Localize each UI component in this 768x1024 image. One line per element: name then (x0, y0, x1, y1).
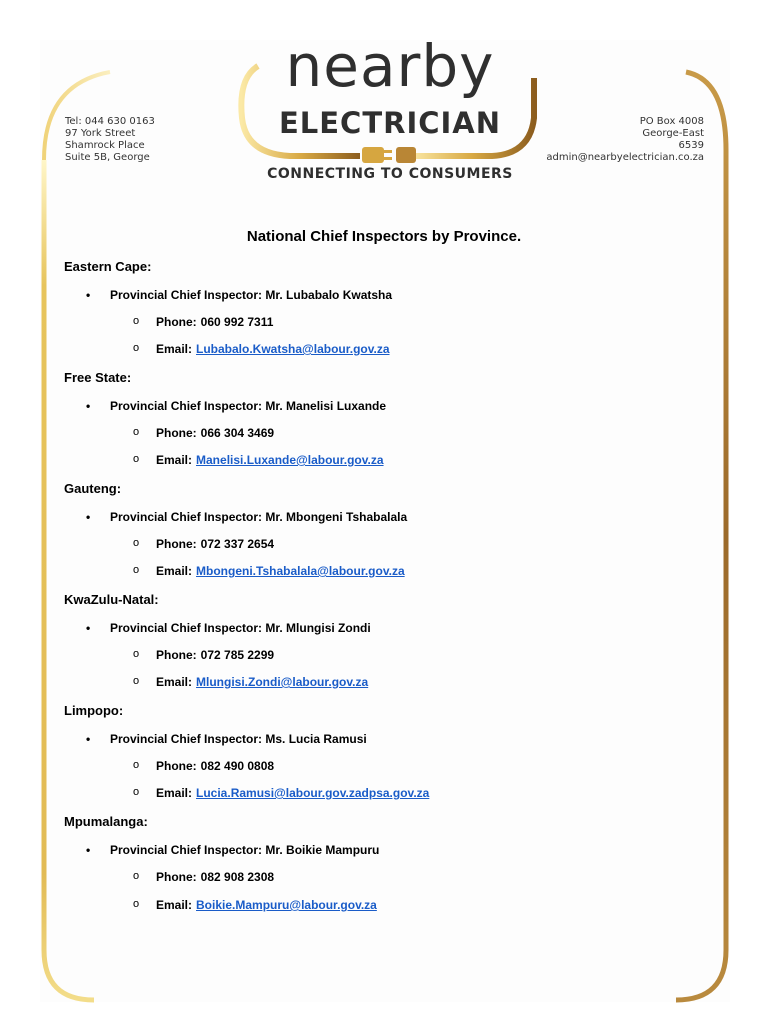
inspector-label: Provincial Chief Inspector: Mr. Lubabalo Kwatsha (110, 288, 393, 302)
email-item (133, 898, 377, 912)
province-heading: Free State: (64, 370, 132, 385)
inspector-label: Provincial Chief Inspector: Mr. Boikie Mampuru (110, 843, 380, 857)
email-item (133, 786, 429, 800)
email-label: Email: (156, 675, 193, 689)
contact-postal-block (546, 116, 704, 164)
email-link[interactable]: Mlungisi.Zondi@labour.gov.za (196, 675, 369, 689)
bullet-icon: • (86, 732, 91, 746)
inspector-label: Provincial Chief Inspector: Mr. Manelisi Luxande (110, 399, 387, 413)
contact-phone: Tel: 044 630 0163 (65, 116, 155, 127)
circle-bullet-icon: o (133, 426, 140, 438)
province-heading: Gauteng: (64, 481, 122, 496)
circle-bullet-icon: o (133, 898, 140, 910)
circle-bullet-icon: o (133, 453, 140, 465)
phone-value: 082 908 2308 (200, 870, 275, 884)
contact-suite: Suite 5B, George (65, 152, 150, 163)
company-logo (230, 32, 550, 188)
email-item (133, 342, 390, 356)
document-title: National Chief Inspectors by Province. (246, 228, 522, 245)
phone-label: Phone: (156, 315, 197, 329)
phone-value: 072 785 2299 (200, 648, 275, 662)
province-heading: Limpopo: (64, 703, 124, 718)
email-item (133, 564, 405, 578)
email-link[interactable]: Lucia.Ramusi@labour.gov.zadpsa.gov.za (196, 786, 430, 800)
inspector-item (86, 399, 386, 413)
circle-bullet-icon: o (133, 786, 140, 798)
inspector-item (86, 510, 407, 524)
circle-bullet-icon: o (133, 315, 140, 327)
contact-building: Shamrock Place (65, 140, 145, 151)
phone-label: Phone: (156, 648, 197, 662)
bullet-icon: • (86, 399, 91, 413)
bullet-icon: • (86, 510, 91, 524)
inspector-label: Provincial Chief Inspector: Mr. Mbongeni Tshabalala (110, 510, 408, 524)
inspector-item (86, 288, 392, 302)
email-label: Email: (156, 564, 193, 578)
email-item (133, 675, 368, 689)
phone-label: Phone: (156, 537, 197, 551)
logo-word-electrician: ELECTRICIAN (278, 106, 502, 140)
phone-item (133, 759, 274, 773)
circle-bullet-icon: o (133, 342, 140, 354)
contact-town: George-East (642, 128, 704, 139)
contact-postcode: 6539 (678, 140, 704, 151)
circle-bullet-icon: o (133, 870, 140, 882)
circle-bullet-icon: o (133, 648, 140, 660)
inspector-item (86, 843, 379, 857)
email-link[interactable]: Manelisi.Luxande@labour.gov.za (196, 453, 384, 467)
phone-label: Phone: (156, 759, 197, 773)
phone-item (133, 315, 273, 329)
contact-po-box: PO Box 4008 (639, 116, 704, 127)
inspector-label: Provincial Chief Inspector: Mr. Mlungisi Zondi (110, 621, 371, 635)
circle-bullet-icon: o (133, 675, 140, 687)
circle-bullet-icon: o (133, 759, 140, 771)
phone-value: 060 992 7311 (200, 315, 274, 329)
email-label: Email: (156, 342, 193, 356)
inspector-item (86, 732, 367, 746)
email-label: Email: (156, 898, 193, 912)
phone-label: Phone: (156, 870, 197, 884)
circle-bullet-icon: o (133, 564, 140, 576)
bullet-icon: • (86, 621, 91, 635)
bullet-icon: • (86, 843, 91, 857)
email-link[interactable]: Mbongeni.Tshabalala@labour.gov.za (196, 564, 405, 578)
phone-value: 082 490 0808 (200, 759, 275, 773)
contact-address-block (65, 116, 155, 164)
email-item (133, 453, 384, 467)
phone-item (133, 648, 274, 662)
phone-item (133, 870, 274, 884)
phone-label: Phone: (156, 426, 197, 440)
contact-email: admin@nearbyelectrician.co.za (546, 152, 704, 163)
email-label: Email: (156, 453, 193, 467)
province-heading: KwaZulu-Natal: (64, 592, 159, 607)
phone-item (133, 426, 274, 440)
contact-street: 97 York Street (65, 128, 136, 139)
inspector-item (86, 621, 371, 635)
province-heading: Eastern Cape: (64, 259, 152, 274)
phone-value: 066 304 3469 (200, 426, 275, 440)
inspector-label: Provincial Chief Inspector: Ms. Lucia Ramusi (110, 732, 367, 746)
province-heading: Mpumalanga: (64, 814, 148, 829)
logo-tagline: CONNECTING TO CONSUMERS (267, 166, 513, 182)
logo-word-nearby: nearby (285, 32, 495, 100)
email-label: Email: (156, 786, 193, 800)
phone-value: 072 337 2654 (200, 537, 275, 551)
email-link[interactable]: Boikie.Mampuru@labour.gov.za (196, 898, 377, 912)
circle-bullet-icon: o (133, 537, 140, 549)
bullet-icon: • (86, 288, 91, 302)
phone-item (133, 537, 274, 551)
email-link[interactable]: Lubabalo.Kwatsha@labour.gov.za (196, 342, 390, 356)
